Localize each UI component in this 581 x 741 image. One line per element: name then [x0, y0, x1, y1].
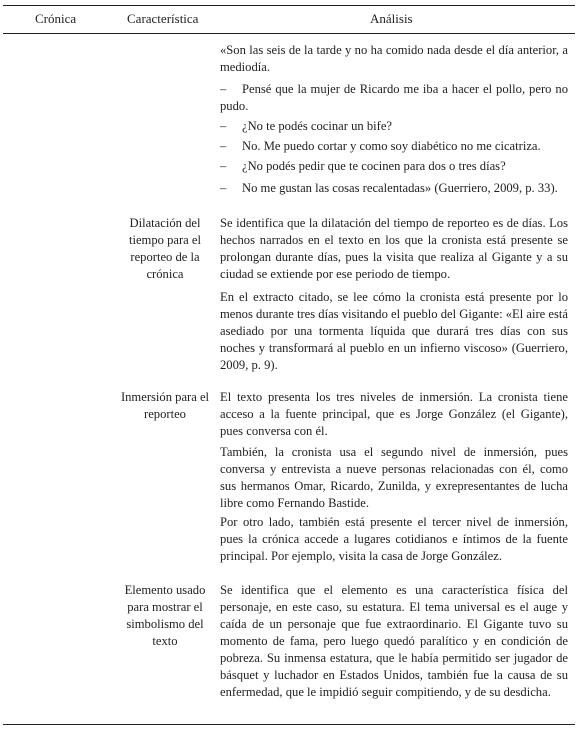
- row-inmersion-paragraph-3: Por otro lado, también está presente el tercer nivel de inmersión, pues la crónica accede a lugares cotidianos e íntimos de la fuente principal. Por ejemplo, visita la casa de Jorge González.: [220, 515, 568, 563]
- row-inmersion-paragraph-2: También, la cronista usa el segundo nivel de inmersión, pues conversa y entrevista a nueve personas relacionadas con él, como sus hermanos Omar, Ricardo, Zunilda, y exrepresentantes de lucha libre como Fernando Bastide.: [220, 445, 568, 510]
- dialogue-line-1: – Pensé que la mujer de Ricardo me iba a hacer el pollo, pero no pudo.: [220, 82, 568, 113]
- table-header-rule: [3, 33, 575, 34]
- row-label-elemento: Elemento usado para mostrar el simbolismo del texto: [124, 583, 206, 648]
- dialogue-line-4: – ¿No podés pedir que te cocinen para dos o tres días?: [220, 159, 506, 173]
- table-bottom-rule: [3, 724, 575, 725]
- row-label-inmersion: Inmersión para el reporteo: [120, 390, 210, 421]
- row-elemento-paragraph-1: Se identifica que el elemento es una característica física del personaje, en este caso, su estatura. El tema universal es el auge y caída de un personaje que fue extraordinario. El Gigante tuvo su momento de fama, pero luego quedó paralítico y en condición de pobreza. Su inmensa estatura, que le había permitido ser jugador de básquet y luchador en Estados Unidos, también fue la causa de su enfermedad, que le impidió seguir compitiendo, y de su desdicha.: [220, 583, 568, 699]
- table-top-rule: [3, 5, 575, 6]
- column-header-analisis: Análisis: [370, 11, 413, 26]
- dialogue-line-2: – ¿No te podés cocinar un bife?: [220, 119, 393, 133]
- dialogue-line-3: – No. Me puedo cortar y como soy diabético no me cicatriza.: [220, 139, 541, 153]
- row-dilatacion-paragraph-2: En el extracto citado, se lee cómo la cronista está presente por lo menos durante tres días visitando el pueblo del Gigante: «El aire está asediado por una tormenta líquida que durará tres días con sus noches y transformará al pueblo en un infierno viscoso» (Guerriero, 2009, p. 9).: [220, 290, 568, 372]
- dialogue-dash: –: [220, 139, 227, 153]
- dialogue-line-5: – No me gustan las cosas recalentadas» (Guerriero, 2009, p. 33).: [220, 181, 558, 195]
- column-header-cronica: Crónica: [35, 11, 77, 26]
- row-inmersion-paragraph-1: El texto presenta los tres niveles de inmersión. La cronista tiene acceso a la fuente principal, que es Jorge González (el Gigante), pues conversa con él.: [220, 390, 568, 438]
- dialogue-dash: –: [220, 181, 227, 195]
- dialogue-dash: –: [220, 159, 227, 173]
- quote-intro: «Son las seis de la tarde y no ha comido nada desde el día anterior, a mediodía.: [220, 43, 568, 74]
- row-label-dilatacion: Dilatación del tiempo para el reporteo de la crónica: [128, 216, 202, 281]
- dialogue-dash: –: [220, 119, 227, 133]
- row-dilatacion-paragraph-1: Se identifica que la dilatación del tiempo de reporteo es de días. Los hechos narrados en el texto en los que la cronista está presente se prolongan durante días, pues la visita que realiza al Gigante y a su ciudad se extiende por ese periodo de tiempo.: [220, 216, 568, 281]
- column-header-caracteristica: Característica: [127, 11, 199, 26]
- dialogue-dash: –: [220, 82, 227, 96]
